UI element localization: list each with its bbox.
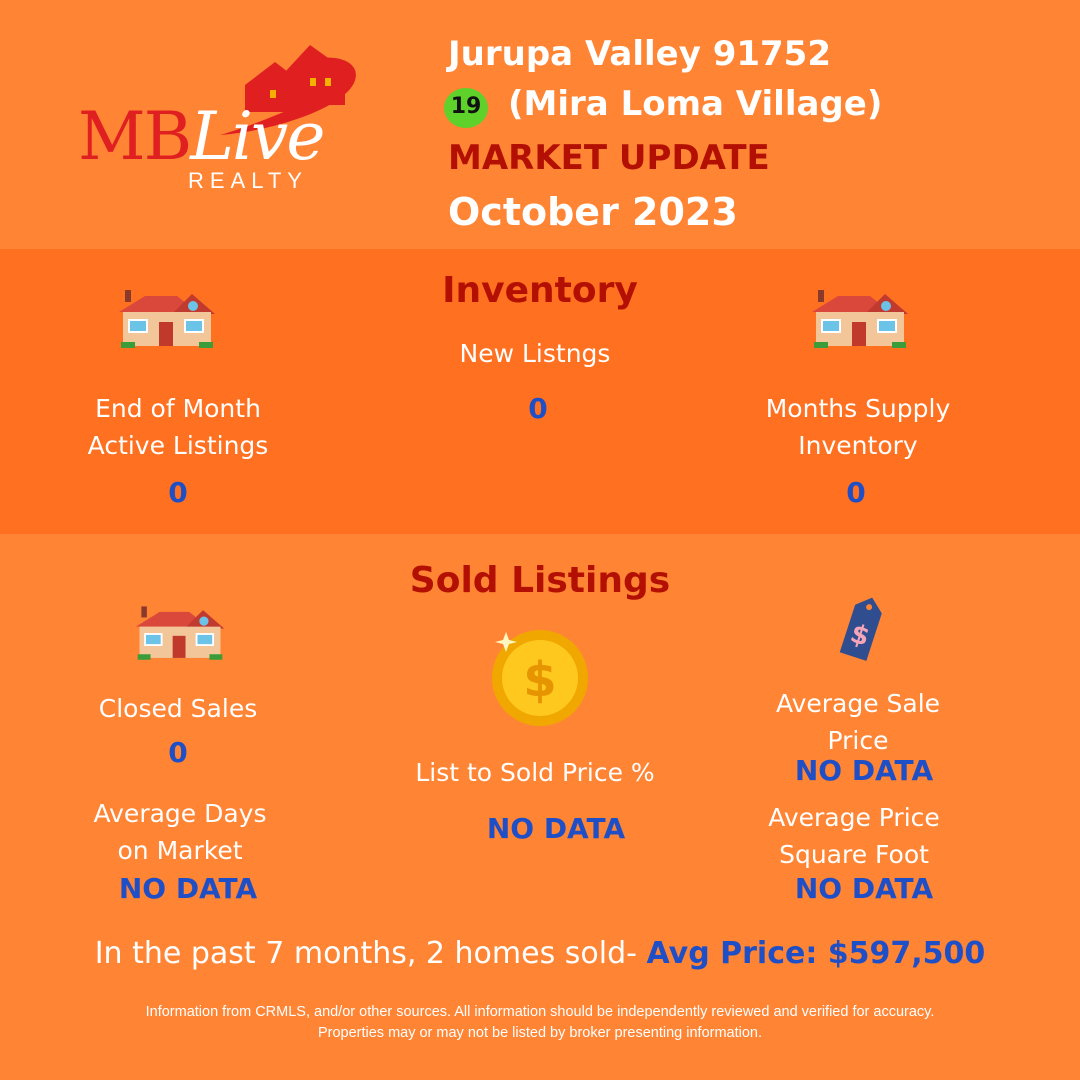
sold-title: Sold Listings [409,560,671,601]
house-icon [810,288,910,352]
closed-sales-value: 0 [168,736,188,769]
header-area: (Mira Loma Village) [508,84,883,124]
summary-text: In the past 7 months, 2 homes sold- [94,936,637,971]
new-listings-label: New Listngs [459,339,611,368]
active-listings-value: 0 [168,476,188,509]
days-on-market-value: NO DATA [118,872,258,905]
price-tag-icon [834,594,890,664]
dollar-coin-icon [488,624,592,728]
price-per-sqft-value: NO DATA [794,872,934,905]
disclaimer [20,1002,1060,1044]
mblive-realty-logo [70,40,370,200]
months-supply-label: Months Supply Inventory [765,394,951,460]
header-report: MARKET UPDATE [448,138,770,178]
house-icon [117,288,217,352]
new-listings-value: 0 [528,392,548,425]
logo-live: Live [190,98,324,175]
area-number-badge [444,88,488,128]
svg-text:$: $ [846,618,874,653]
disclaimer-line-1: Information from CRMLS, and/or other sources. All information should be independently reviewed and verified for accuracy. [145,1004,935,1020]
logo-mb: MB [78,98,191,175]
summary-line [0,936,1080,971]
list-to-sold-value: NO DATA [486,812,626,845]
list-to-sold-label: List to Sold Price % [415,758,655,787]
header-period: October 2023 [448,190,738,234]
avg-sale-price-value: NO DATA [794,754,934,787]
house-icon [134,604,226,664]
avg-sale-price-label: Average Sale Price [775,689,941,755]
months-supply-value: 0 [846,476,866,509]
days-on-market-label: Average Days on Market [93,799,267,865]
closed-sales-label: Closed Sales [98,694,258,723]
price-per-sqft-label: Average Price Square Foot [768,803,940,869]
disclaimer-line-2: Properties may or may not be listed by broker presenting information. [317,1025,763,1041]
inventory-title: Inventory [442,270,638,311]
summary-avg-price: Avg Price: $597,500 [646,936,986,971]
svg-text:$: $ [523,652,557,708]
badge-number: 19 [450,94,482,119]
logo-realty: REALTY [188,168,308,193]
header-city: Jurupa Valley 91752 [448,34,831,74]
active-listings-label: End of Month Active Listings [87,394,269,460]
